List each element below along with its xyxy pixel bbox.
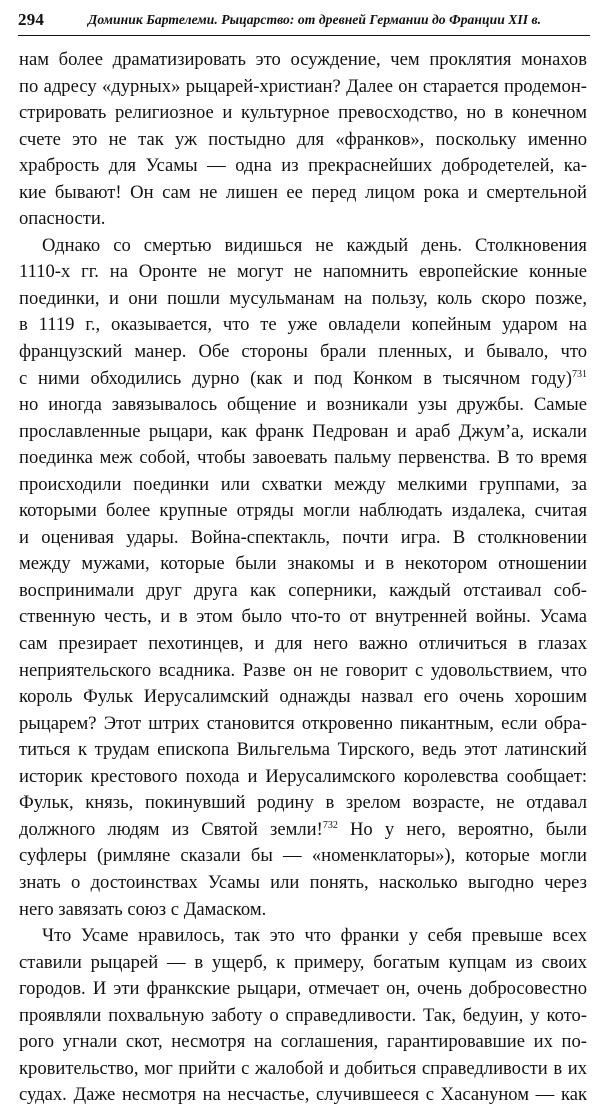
line-text: стрировать религиозное и культурное превосходство, но в конечном — [19, 102, 587, 124]
line-text: французский манер. Обе стороны брали пленных, и бывало, что — [19, 341, 587, 363]
text-line — [19, 525, 587, 552]
line-text: рого угнали скот, несмотря на соглашения, гарантировавшие их по- — [19, 1031, 587, 1053]
line-text: с ними обходились дурно (как и под Конком в тысячном году) — [19, 367, 572, 389]
text-line — [19, 206, 587, 233]
text-line — [19, 711, 587, 738]
line-text: опасности. — [19, 208, 106, 230]
text-line — [19, 843, 587, 870]
line-text: кие бывают! Он сам не лишен ее перед лицом рока и смертельной — [19, 181, 587, 203]
text-line — [19, 180, 587, 207]
text-line — [19, 153, 587, 180]
text-line — [19, 897, 587, 924]
text-line — [19, 339, 587, 366]
line-text: и оценивая удары. Война-спектакль, почти игра. В столкновении — [19, 526, 587, 548]
text-line — [19, 737, 587, 764]
text-line — [19, 100, 587, 127]
text-line — [19, 472, 587, 499]
running-title: Доминик Бартелеми. Рыцарство: от древней Германии до Франции XII в. — [88, 12, 542, 27]
text-line — [19, 312, 587, 339]
text-line — [19, 366, 587, 393]
text-line — [19, 1056, 587, 1083]
line-text: король Фульк Иерусалимский однажды назвал его очень хорошим — [19, 686, 587, 708]
line-text: городов. И эти франкские рыцари, отмечает он, очень добросовестно — [19, 978, 587, 1000]
page-number: 294 — [18, 10, 45, 29]
line-text: Однако со смертью видишься не каждый день. Столкновения — [42, 234, 587, 256]
line-text: но иногда завязывалось общение и возникали узы дружбы. Самые — [19, 394, 587, 416]
line-text: ственную честь, и в этом было что-то от внутренней войны. Усама — [19, 606, 587, 628]
line-text: знать о достоинствах Усамы или понять, насколько выгодно через — [19, 871, 587, 893]
text-line — [19, 47, 587, 74]
line-text-continued: Но у него, вероятно, были — [337, 818, 587, 840]
text-line — [19, 870, 587, 897]
line-text: по адресу «дурных» рыцарей-христиан? Далее он старается продемон- — [19, 75, 587, 97]
text-line — [19, 1029, 587, 1056]
text-line — [19, 684, 587, 711]
line-text: 1110-х гг. на Оронте не могут не напомнить европейские конные — [19, 261, 587, 283]
text-line — [19, 392, 587, 419]
text-line — [19, 1003, 587, 1030]
line-text: которыми более крупные отряды могли наблюдать издалека, считая — [19, 500, 587, 522]
line-text: рыцарем? Этот штрих становится откровенно пикантным, если обра- — [19, 712, 587, 734]
line-text: него завязать союз с Дамаском. — [19, 898, 267, 920]
line-text: кровительство, мог прийти с жалобой и добиться справедливости в их — [19, 1057, 587, 1079]
footnote-marker: 732 — [322, 819, 338, 831]
text-line — [19, 74, 587, 101]
line-text: ставили рыцарей — в ущерб, к примеру, богатым купцам из своих — [19, 951, 587, 973]
line-text: храбрость для Усамы — одна из прекраснейших добродетелей, ка- — [19, 155, 587, 177]
header-rule — [18, 35, 590, 36]
line-text: воспринимали друг друга как соперники, каждый отстаивал соб- — [19, 579, 587, 601]
text-line — [19, 445, 587, 472]
text-line — [19, 233, 587, 260]
line-text: должного людям из Святой земли! — [19, 818, 323, 840]
text-line — [19, 817, 587, 844]
footnote-marker: 731 — [572, 368, 587, 380]
line-text: нам более драматизировать это осуждение, чем проклятия монахов — [19, 49, 587, 70]
line-text: проявляли похвальную заботу о справедливости. Так, бедуин, у кото- — [19, 1004, 587, 1026]
body-text — [19, 47, 587, 1109]
text-line — [19, 658, 587, 685]
line-text: суфлеры (римляне сказали бы — «номенклаторы»), которые могли — [19, 845, 587, 867]
text-line — [19, 259, 587, 286]
text-line — [19, 604, 587, 631]
line-text: поединка меж собой, чтобы завоевать пальму первенства. В то время — [19, 447, 587, 469]
line-text: происходили поединки или схватки между мелкими группами, за — [19, 473, 587, 495]
line-text: сам презирает пехотинцев, и для него важно отличиться в глазах — [19, 633, 587, 655]
text-line — [19, 976, 587, 1003]
text-line — [19, 498, 587, 525]
line-text: счете это не так уж постыдно для «франков», поскольку именно — [19, 128, 587, 150]
line-text: Фульк, князь, покинувший родину в зрелом возрасте, не отдавал — [19, 792, 587, 814]
line-text: судах. Даже несмотря на несчастье, случившееся с Хасануном — как — [19, 1084, 587, 1106]
line-text: в 1119 г., оказывается, что те уже овладели копейным ударом на — [19, 314, 587, 336]
line-text: неприятельского всадника. Разве он не говорит с удовольствием, что — [19, 659, 587, 681]
line-text: между мужами, которые были знакомы и в некотором отношении — [19, 553, 587, 575]
line-text: прославленные рыцари, как франк Педрован и араб Джум’а, искали — [19, 420, 587, 442]
line-text: Что Усаме нравилось, так это что франки у себя превыше всех — [42, 925, 587, 947]
text-line — [19, 790, 587, 817]
text-line — [19, 764, 587, 791]
text-line — [19, 923, 587, 950]
line-text: титься к трудам епископа Вильгельма Тирского, ведь этот латинский — [19, 739, 587, 761]
text-line — [19, 1082, 587, 1109]
line-text: поединки, и они пошли мусульманам на пользу, коль скоро позже, — [19, 287, 587, 309]
text-line — [19, 950, 587, 977]
text-line — [19, 127, 587, 154]
text-line — [19, 551, 587, 578]
text-line — [19, 578, 587, 605]
running-head — [18, 6, 590, 40]
text-line — [19, 631, 587, 658]
line-text: историк крестового похода и Иерусалимского королевства сообщает: — [19, 765, 587, 787]
text-line — [19, 286, 587, 313]
text-line — [19, 419, 587, 446]
